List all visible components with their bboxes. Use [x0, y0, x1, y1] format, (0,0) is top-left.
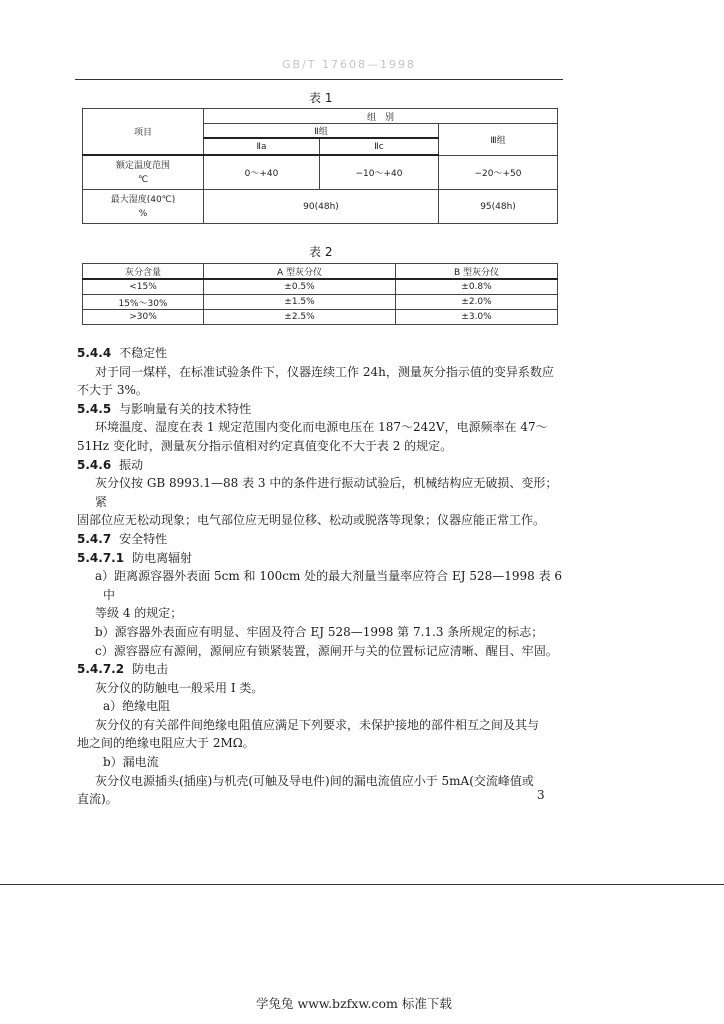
- paragraph: 固部位应无松动现象；电气部位应无明显位移、松动或脱落等现象；仪器应能正常工作。: [77, 513, 546, 528]
- section-number: 5.4.7: [77, 531, 112, 546]
- paragraph: 直流)。: [77, 792, 118, 807]
- table1-row-hum-label-line1: 最大湿度(40℃): [110, 194, 176, 205]
- table1-header-g2: Ⅱ组: [204, 124, 439, 139]
- table2-cell: ±0.5%: [204, 279, 396, 295]
- list-item: b）源容器外表面应有明显、牢固及符合 EJ 528—1998 第 7.1.3 条所规定的标志；: [95, 624, 544, 639]
- table1-temp-g3: −20～+50: [439, 155, 558, 190]
- section-5-4-7-1-heading: [77, 549, 567, 568]
- list-item: b）漏电流: [103, 755, 159, 770]
- section-title: 安全特性: [119, 531, 168, 546]
- paragraph: 灰分仪按 GB 8993.1—88 表 3 中的条件进行振动试验后，机械结构应无破损、变形；紧: [95, 476, 558, 509]
- section-number: 5.4.7.1: [77, 550, 125, 565]
- paragraph: 51Hz 变化时，测量灰分指示值相对约定真值变化不大于表 2 的规定。: [77, 438, 453, 453]
- table2-cell: ±2.0%: [396, 295, 558, 310]
- table2: [82, 263, 558, 325]
- table2-cell: ±3.0%: [396, 310, 558, 325]
- table1-hum-g3: 95(48h): [439, 190, 558, 224]
- running-header: GB/T 17608—1998: [282, 58, 416, 71]
- paragraph: 不大于 3%。: [77, 383, 148, 398]
- section-5-4-7-heading: [77, 530, 567, 549]
- footer-rule: [0, 884, 724, 885]
- section-5-4-7-2-heading: [77, 660, 567, 679]
- section-5-4-5-heading: [77, 400, 567, 419]
- table2-cell: <15%: [83, 279, 204, 295]
- section-title: 振动: [119, 457, 144, 472]
- list-item: a）距离源容器外表面 5cm 和 100cm 处的最大剂量当量率应符合 EJ 528—1998 表 6 中: [95, 569, 563, 602]
- section-5-4-6-heading: [77, 456, 567, 475]
- table2-header-type-a: A 型灰分仪: [204, 264, 396, 280]
- page-number: 3: [537, 788, 545, 802]
- section-number: 5.4.7.2: [77, 662, 125, 677]
- table1-temp-g2c: −10～+40: [320, 155, 439, 190]
- paragraph: 对于同一煤样，在标准试验条件下，仪器连续工作 24h，测量灰分指示值的变异系数应: [95, 364, 554, 379]
- table1-header-g2a: Ⅱa: [204, 138, 320, 155]
- section-number: 5.4.4: [77, 346, 112, 360]
- paragraph: 灰分仪电源插头(插座)与机壳(可触及导电件)间的漏电流值应小于 5mA(交流峰值或: [95, 773, 534, 788]
- table1-header-g3: Ⅲ组: [439, 124, 558, 156]
- table2-cell: ±0.8%: [396, 279, 558, 295]
- table1-header-item: 项目: [83, 109, 204, 156]
- table1-row-hum-label: [83, 190, 204, 224]
- table2-cell: >30%: [83, 310, 204, 325]
- section-title: 防电击: [132, 662, 169, 677]
- table1-hum-g2: 90(48h): [204, 190, 439, 224]
- section-title: 防电离辐射: [132, 550, 193, 565]
- paragraph: 环境温度、湿度在表 1 规定范围内变化而电源电压在 187～242V，电源频率在 47～: [95, 420, 548, 435]
- section-number: 5.4.5: [77, 401, 112, 416]
- paragraph: 灰分仪的有关部件间绝缘电阻值应满足下列要求，未保护接地的部件相互之间及其与: [95, 717, 540, 732]
- table1-header-group: 组 别: [204, 109, 558, 124]
- body-text: [77, 344, 567, 809]
- watermark-text: 学兔兔 www.bzfxw.com 标准下载: [256, 996, 452, 1011]
- table1-temp-g2a: 0～+40: [204, 155, 320, 190]
- table1-row-temp-label: [83, 155, 204, 190]
- section-5-4-4-heading: [77, 344, 567, 363]
- table-row: [83, 279, 558, 295]
- section-title: 与影响量有关的技术特性: [119, 401, 252, 416]
- table2-header-type-b: B 型灰分仪: [396, 264, 558, 280]
- table1-row-temp-label-line1: 额定温度范围: [115, 160, 170, 171]
- table2-cell: ±1.5%: [204, 295, 396, 310]
- table1-row-hum-label-line2: %: [138, 208, 148, 219]
- table-row: [83, 295, 558, 310]
- header-rule: [75, 79, 563, 80]
- table2-caption: 表 2: [309, 245, 333, 259]
- table1: [82, 108, 558, 224]
- table-row: [83, 310, 558, 325]
- table1-header-g2c: Ⅱc: [320, 138, 439, 155]
- table1-caption: 表 1: [309, 91, 333, 105]
- table2-header-ash: 灰分含量: [83, 264, 204, 280]
- section-title: 不稳定性: [119, 346, 168, 360]
- list-item: a）绝缘电阻: [103, 699, 171, 714]
- list-item: c）源容器应有源闸，源闸应有锁紧装置，源闸开与关的位置标记应清晰、醒目、牢固。: [95, 643, 558, 658]
- paragraph: 地之间的绝缘电阻应大于 2MΩ。: [77, 736, 255, 751]
- section-number: 5.4.6: [77, 457, 112, 472]
- list-item-continuation: 等级 4 的规定；: [95, 606, 183, 621]
- table2-cell: 15%～30%: [83, 295, 204, 310]
- paragraph: 灰分仪的防触电一般采用 I 类。: [95, 680, 264, 695]
- table1-row-temp-label-line2: ℃: [137, 174, 149, 185]
- table2-cell: ±2.5%: [204, 310, 396, 325]
